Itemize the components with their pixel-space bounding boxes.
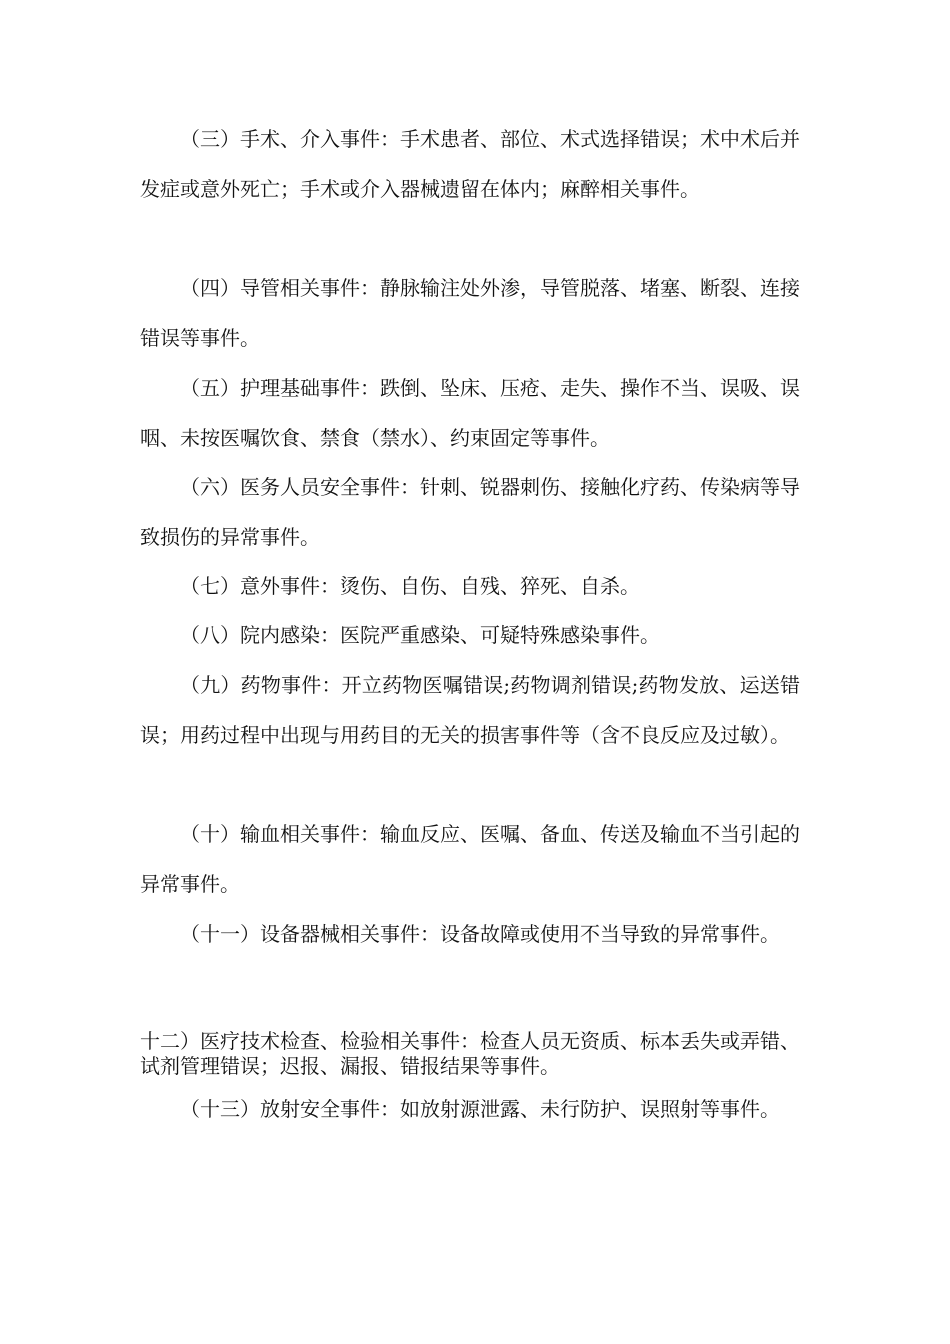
paragraph-nursing-basic-events: （五）护理基础事件：跌倒、坠床、压疮、走失、操作不当、误吸、误咽、未按医嘱饮食、禁食（禁水）、约束固定等事件。 xyxy=(140,376,800,450)
paragraph-equipment-events: （十一）设备器械相关事件：设备故障或使用不当导致的异常事件。 xyxy=(180,922,780,946)
paragraph-hospital-infection: （八）院内感染：医院严重感染、可疑特殊感染事件。 xyxy=(180,623,660,647)
paragraph-catheter-events: （四）导管相关事件：静脉输注处外渗，导管脱落、堵塞、断裂、连接错误等事件。 xyxy=(140,276,800,350)
paragraph-medical-test-events: 十二）医疗技术检查、检验相关事件：检查人员无资质、标本丢失或弄错、试剂管理错误；迟报、漏报、错报结果等事件。 xyxy=(140,1029,800,1078)
paragraph-surgery-intervention-events: （三）手术、介入事件：手术患者、部位、术式选择错误；术中术后并发症或意外死亡；手术或介入器械遗留在体内；麻醉相关事件。 xyxy=(140,127,800,201)
paragraph-transfusion-events: （十）输血相关事件：输血反应、医嘱、备血、传送及输血不当引起的异常事件。 xyxy=(140,822,800,896)
paragraph-staff-safety-events: （六）医务人员安全事件：针刺、锐器刺伤、接触化疗药、传染病等导致损伤的异常事件。 xyxy=(140,475,800,549)
paragraph-drug-events: （九）药物事件：开立药物医嘱错误;药物调剂错误;药物发放、运送错误；用药过程中出现与用药目的无关的损害事件等（含不良反应及过敏）。 xyxy=(140,673,800,747)
paragraph-accident-events: （七）意外事件：烫伤、自伤、自残、猝死、自杀。 xyxy=(180,574,640,598)
paragraph-radiation-safety-events: （十三）放射安全事件：如放射源泄露、未行防护、误照射等事件。 xyxy=(180,1097,780,1121)
